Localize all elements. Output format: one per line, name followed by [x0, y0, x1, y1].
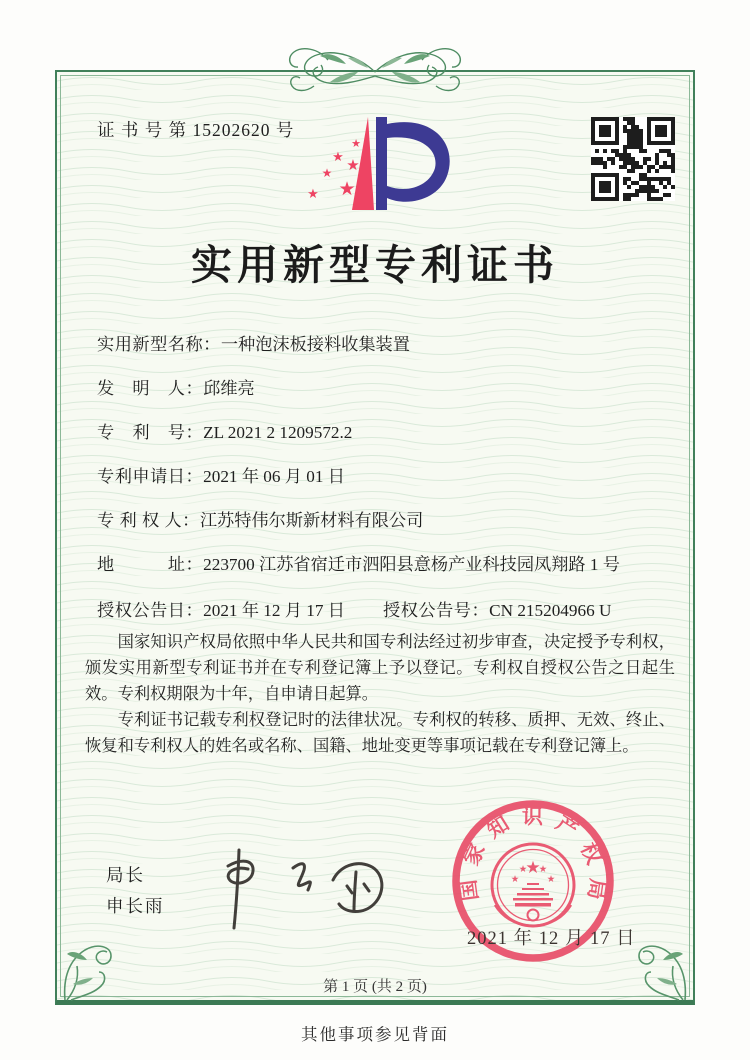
field-label: 发 明 人：	[97, 379, 204, 398]
signer-title: 局长	[106, 865, 145, 885]
field-row-patent-no	[97, 418, 352, 443]
svg-text:★: ★	[351, 137, 361, 150]
field-row-filing-date	[97, 462, 345, 487]
field-value: 2021 年 12 月 17 日	[203, 601, 345, 620]
field-label: 授权公告号：	[383, 601, 490, 620]
field-value: 江苏特伟尔斯新材料有限公司	[199, 511, 424, 530]
svg-text:★: ★	[538, 864, 548, 875]
field-value: 一种泡沫板接料收集装置	[220, 335, 410, 354]
field-label: 地 址：	[97, 555, 204, 574]
field-label: 专利申请日：	[97, 467, 204, 486]
seal-text: 国家知识产权局	[455, 804, 611, 904]
field-value: ZL 2021 2 1209572.2	[203, 423, 353, 442]
svg-text:★: ★	[346, 156, 360, 174]
field-label: 授权公告日：	[97, 601, 204, 620]
field-value: CN 215204966 U	[489, 601, 612, 620]
field-row-patentee	[97, 506, 423, 531]
field-row-inventor	[97, 374, 255, 399]
field-row-grant-no	[383, 596, 611, 621]
cnipa-logo-icon	[295, 106, 465, 216]
field-row-address	[97, 550, 620, 575]
svg-text:★: ★	[332, 150, 344, 165]
qr-code	[591, 117, 675, 201]
svg-text:★: ★	[546, 874, 556, 885]
field-row-grant-date	[97, 596, 345, 621]
svg-text:★: ★	[338, 178, 356, 200]
field-label: 专 利 号：	[97, 423, 204, 442]
signature-handwriting	[198, 838, 398, 933]
svg-text:★: ★	[510, 874, 520, 885]
svg-text:★: ★	[307, 187, 319, 202]
signer-block	[106, 860, 165, 922]
svg-text:★: ★	[525, 858, 541, 878]
national-emblem-icon	[492, 844, 574, 926]
field-value: 邱维亮	[203, 379, 255, 398]
field-label: 专 利 权 人：	[97, 511, 200, 530]
back-note: 其他事项参见背面	[301, 1025, 449, 1044]
legal-paragraph: 国家知识产权局依照中华人民共和国专利法经过初步审查，决定授予专利权，颁发实用新型专利证书并在专利登记簿上予以登记。专利权自授权公告之日起生效。专利权期限为十年，自申请日起算。	[85, 632, 675, 703]
field-row-patent-name	[97, 330, 410, 355]
svg-text:★: ★	[321, 166, 333, 180]
certificate-number: 证 书 号 第 15202620 号	[97, 120, 295, 140]
seal-date: 2021 年 12 月 17 日	[467, 929, 636, 949]
page-indicator: 第 1 页 (共 2 页)	[323, 979, 427, 995]
field-label: 实用新型名称：	[97, 335, 221, 354]
svg-text:★: ★	[518, 864, 528, 875]
field-value: 2021 年 06 月 01 日	[203, 467, 345, 486]
floral-ornament-icon	[258, 42, 492, 96]
legal-text-block	[85, 629, 675, 759]
legal-paragraph: 专利证书记载专利权登记时的法律状况。专利权的转移、质押、无效、终止、恢复和专利权人的姓名或名称、国籍、地址变更等事项记载在专利登记簿上。	[85, 710, 675, 755]
field-value: 223700 江苏省宿迁市泗阳县意杨产业科技园凤翔路 1 号	[203, 555, 620, 574]
signer-name: 申长雨	[106, 896, 165, 916]
certificate-title: 实用新型专利证书	[191, 242, 559, 288]
